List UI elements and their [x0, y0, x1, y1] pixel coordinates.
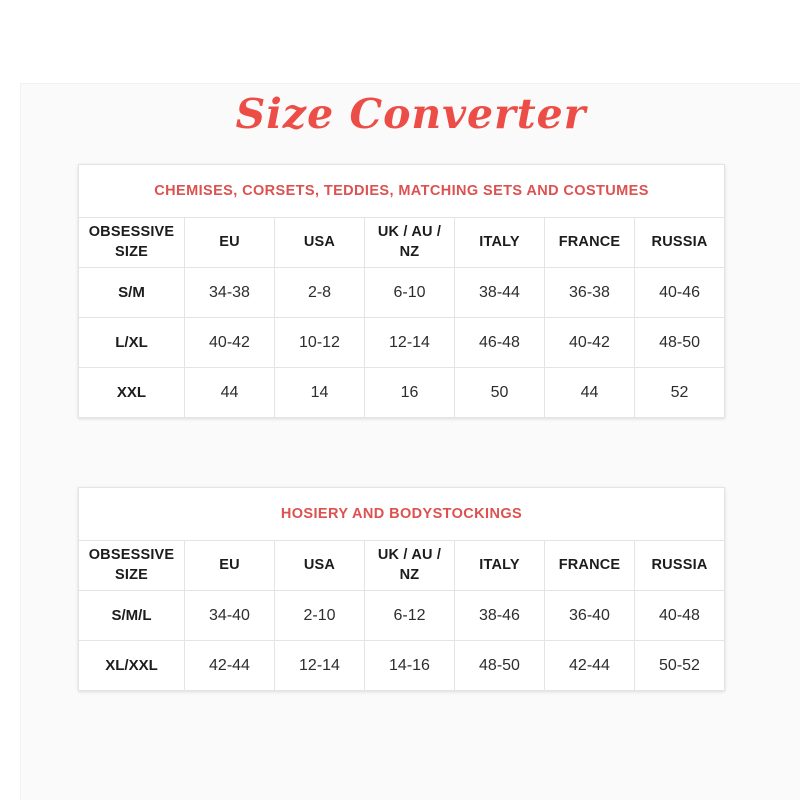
column-header-usa: USA: [275, 541, 365, 591]
size-cell: 36-40: [545, 591, 635, 641]
size-cell: 50: [455, 368, 545, 418]
table-row: [79, 368, 725, 418]
size-cell: 50-52: [635, 641, 725, 691]
table-column-header-row: [79, 218, 725, 268]
size-cell: 42-44: [185, 641, 275, 691]
table-section-row: [79, 488, 725, 541]
size-table: [78, 164, 725, 418]
column-header-obsessive-size: OBSESSIVE SIZE: [79, 541, 185, 591]
size-cell: 40-46: [635, 268, 725, 318]
size-cell: 14: [275, 368, 365, 418]
column-header-uk-au-nz: UK / AU / NZ: [365, 541, 455, 591]
size-cell: 40-48: [635, 591, 725, 641]
size-cell: 40-42: [185, 318, 275, 368]
column-header-uk-au-nz: UK / AU / NZ: [365, 218, 455, 268]
hosiery-size-table: [78, 487, 724, 691]
table-section-row: [79, 165, 725, 218]
column-header-eu: EU: [185, 541, 275, 591]
chemises-size-table: [78, 164, 724, 418]
content-panel: [20, 83, 800, 800]
size-cell: 12-14: [365, 318, 455, 368]
size-cell: 12-14: [275, 641, 365, 691]
size-cell: 14-16: [365, 641, 455, 691]
table-row: [79, 591, 725, 641]
size-cell: 40-42: [545, 318, 635, 368]
column-header-russia: RUSSIA: [635, 541, 725, 591]
column-header-france: FRANCE: [545, 541, 635, 591]
size-cell: 48-50: [635, 318, 725, 368]
size-cell: 34-40: [185, 591, 275, 641]
column-header-france: FRANCE: [545, 218, 635, 268]
size-cell: 34-38: [185, 268, 275, 318]
size-cell: 44: [545, 368, 635, 418]
row-label: XXL: [79, 368, 185, 418]
size-cell: 48-50: [455, 641, 545, 691]
size-cell: 46-48: [455, 318, 545, 368]
size-cell: 6-12: [365, 591, 455, 641]
size-cell: 42-44: [545, 641, 635, 691]
size-cell: 38-46: [455, 591, 545, 641]
size-cell: 10-12: [275, 318, 365, 368]
table-section-title: CHEMISES, CORSETS, TEDDIES, MATCHING SETS AND COSTUMES: [79, 165, 725, 218]
column-header-italy: ITALY: [455, 218, 545, 268]
size-cell: 38-44: [455, 268, 545, 318]
column-header-usa: USA: [275, 218, 365, 268]
row-label: L/XL: [79, 318, 185, 368]
table-column-header-row: [79, 541, 725, 591]
size-cell: 2-8: [275, 268, 365, 318]
size-cell: 52: [635, 368, 725, 418]
row-label: XL/XXL: [79, 641, 185, 691]
table-row: [79, 268, 725, 318]
column-header-russia: RUSSIA: [635, 218, 725, 268]
table-section-title: HOSIERY AND BODYSTOCKINGS: [79, 488, 725, 541]
page-title: Size Converter: [235, 90, 587, 138]
size-table: [78, 487, 725, 691]
row-label: S/M: [79, 268, 185, 318]
size-cell: 2-10: [275, 591, 365, 641]
column-header-eu: EU: [185, 218, 275, 268]
size-cell: 36-38: [545, 268, 635, 318]
size-cell: 6-10: [365, 268, 455, 318]
table-row: [79, 641, 725, 691]
size-cell: 16: [365, 368, 455, 418]
row-label: S/M/L: [79, 591, 185, 641]
table-row: [79, 318, 725, 368]
column-header-italy: ITALY: [455, 541, 545, 591]
size-cell: 44: [185, 368, 275, 418]
column-header-obsessive-size: OBSESSIVE SIZE: [79, 218, 185, 268]
